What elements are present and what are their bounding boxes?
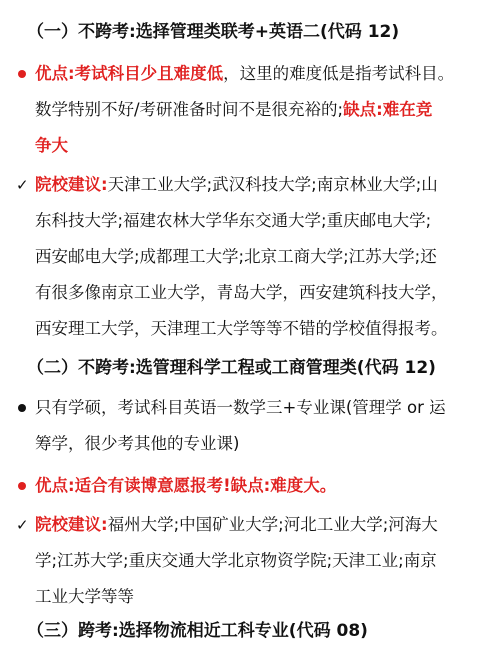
section2-schools-line-2: 学;江苏大学;重庆交通大学北京物资学院;天津工业;南京 [35,551,437,570]
check-icon: ✓ [16,176,29,194]
section1-pros-line-2 [0,92,500,128]
section1-schools-line-2: 东科技大学;福建农林大学华东交通大学;重庆邮电大学; [35,211,432,230]
cons-label: 缺点:难在竞 [343,100,433,119]
section3-heading: （三）跨考:选择物流相近工科专业(代码 08) [27,621,368,641]
schools-text: 福州大学;中国矿业大学;河北工业大学;河海大 [107,515,438,534]
section2-heading: （二）不跨考:选管理科学工程或工商管理类(代码 12) [27,358,436,378]
pros-label: 优点:考试科目少且难度低 [35,64,224,83]
cons-label-cont: 争大 [35,136,68,155]
section2-note-line-2: 筹学，很少考其他的专业课) [35,434,240,453]
check-icon: ✓ [16,516,29,534]
pros-cons-text: 优点:适合有读博意愿报考!缺点:难度大。 [35,476,337,495]
section1-schools-line-1 [0,167,500,203]
pros-text-2: 数学特别不好/考研准备时间不是很充裕的; [35,100,344,119]
section2-schools-line-1 [0,507,500,543]
pros-text: ，这里的难度低是指考试科目。 [223,64,455,83]
section1-schools-line-5: 西安理工大学，天津理工大学等等不错的学校值得报考。 [35,319,448,338]
schools-label: 院校建议: [35,515,108,534]
section1-cons-line [0,128,500,164]
section1-schools-line-4: 有很多像南京工业大学，青岛大学，西安建筑科技大学， [35,283,448,302]
section1-schools-line-3: 西安邮电大学;成都理工大学;北京工商大学;江苏大学;还 [35,247,437,266]
schools-text: 天津工业大学;武汉科技大学;南京林业大学;山 [107,175,438,194]
section2-schools-line-3: 工业大学等等 [35,587,134,606]
section2-note-line-1: 只有学硕，考试科目英语一数学三+专业课(管理学 or 运 [35,398,446,417]
section1-pros-line [0,56,500,92]
section1-heading: （一）不跨考:选择管理类联考+英语二(代码 12) [27,22,400,42]
schools-label: 院校建议: [35,175,108,194]
section2-pros-cons [0,468,500,504]
